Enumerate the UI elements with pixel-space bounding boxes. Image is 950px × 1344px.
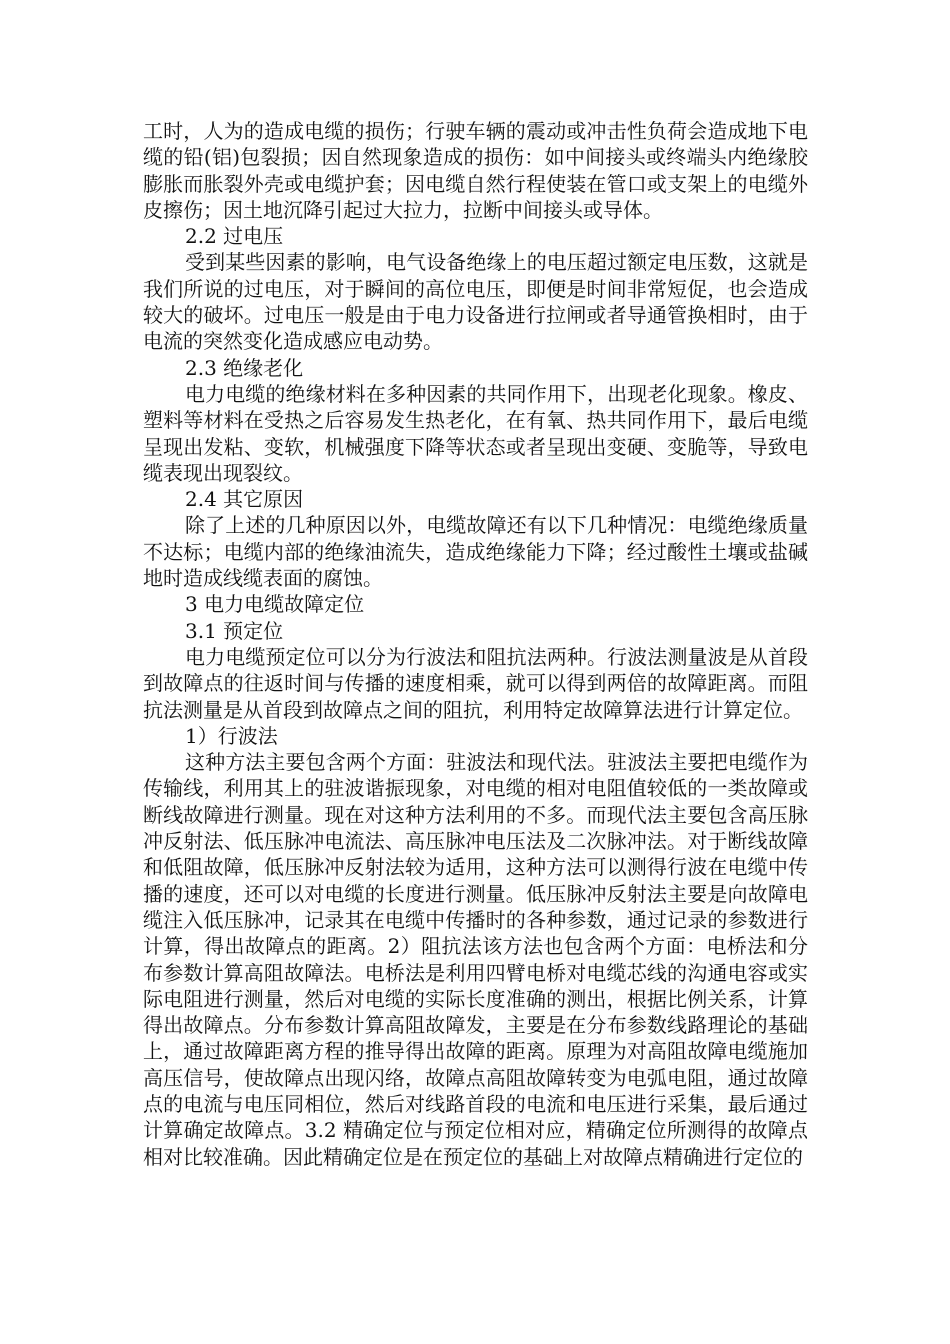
section-heading: 2.3 绝缘老化 — [185, 355, 304, 380]
section-heading: 2.2 过电压 — [185, 224, 284, 249]
section-heading: 1）行波法 — [185, 723, 278, 748]
section-heading: 3 电力电缆故障定位 — [185, 592, 365, 617]
paragraph: 除了上述的几种原因以外，电缆故障还有以下几种情况：电缆绝缘质量不达标；电缆内部的绝缘油流失，造成绝缘能力下降；经过酸性土壤或盐碱地时造成线缆表面的腐蚀。 — [143, 513, 808, 591]
paragraph: 电力电缆的绝缘材料在多种因素的共同作用下，出现老化现象。橡皮、塑料等材料在受热之后容易发生热老化，在有氧、热共同作用下，最后电缆呈现出发粘、变软，机械强度下降等状态或者呈现出变硬、变脆等，导致电缆表现出现裂纹。 — [143, 381, 808, 485]
paragraph: 受到某些因素的影响，电气设备绝缘上的电压超过额定电压数，这就是我们所说的过电压，对于瞬间的高位电压，即便是时间非常短促，也会造成较大的破坏。过电压一般是由于电力设备进行拉闸或者导通管换相时，由于电流的突然变化造成感应电动势。 — [143, 250, 808, 354]
paragraph: 这种方法主要包含两个方面：驻波法和现代法。驻波法主要把电缆作为传输线，利用其上的驻波谐振现象，对电缆的相对电阻值较低的一类故障或断线故障进行测量。现在对这种方法利用的不多。而现代法主要包含高压脉冲反射法、低压脉冲电流法、高压脉冲电压法及二次脉冲法。对于断线故障和低阻故障，低压脉冲反射法较为适用，这种方法可以测得行波在电缆中传播的速度，还可以对电缆的长度进行测量。低压脉冲反射法主要是向故障电缆注入低压脉冲，记录其在电缆中传播时的各种参数，通过记录的参数进行计算，得出故障点的距离。2）阻抗法该方法也包含两个方面：电桥法和分布参数计算高阻故障法。电桥法是利用四臂电桥对电缆芯线的沟通电容或实际电阻进行测量，然后对电缆的实际长度准确的测出，根据比例关系，计算得出故障点。分布参数计算高阻故障发，主要是在分布参数线路理论的基础上，通过故障距离方程的推导得出故障的距离。原理为对高阻故障电缆施加高压信号，使故障点出现闪络，故障点高阻故障转变为电弧电阻，通过故障点的电流与电压同相位，然后对线路首段的电流和电压进行采集，最后通过计算确定故障点。3.2 精确定位与预定位相对应，精确定位所测得的故障点相对比较准确。因此精确定位是在预定位的基础上对故障点精确进行定位的 — [143, 750, 808, 1169]
paragraph: 电力电缆预定位可以分为行波法和阻抗法两种。行波法测量波是从首段到故障点的往返时间与传播的速度相乘，就可以得到两倍的故障距离。而阻抗法测量是从首段到故障点之间的阻抗，利用特定故障算法进行计算定位。 — [143, 644, 808, 722]
document-body — [143, 118, 808, 1170]
paragraph: 工时，人为的造成电缆的损伤；行驶车辆的震动或冲击性负荷会造成地下电缆的铅(铝)包裂损；因自然现象造成的损伤：如中间接头或终端头内绝缘胶膨胀而胀裂外壳或电缆护套；因电缆自然行程使装在管口或支架上的电缆外皮擦伤；因土地沉降引起过大拉力，拉断中间接头或导体。 — [143, 119, 808, 222]
section-heading: 3.1 预定位 — [185, 618, 284, 643]
section-heading: 2.4 其它原因 — [185, 487, 304, 512]
